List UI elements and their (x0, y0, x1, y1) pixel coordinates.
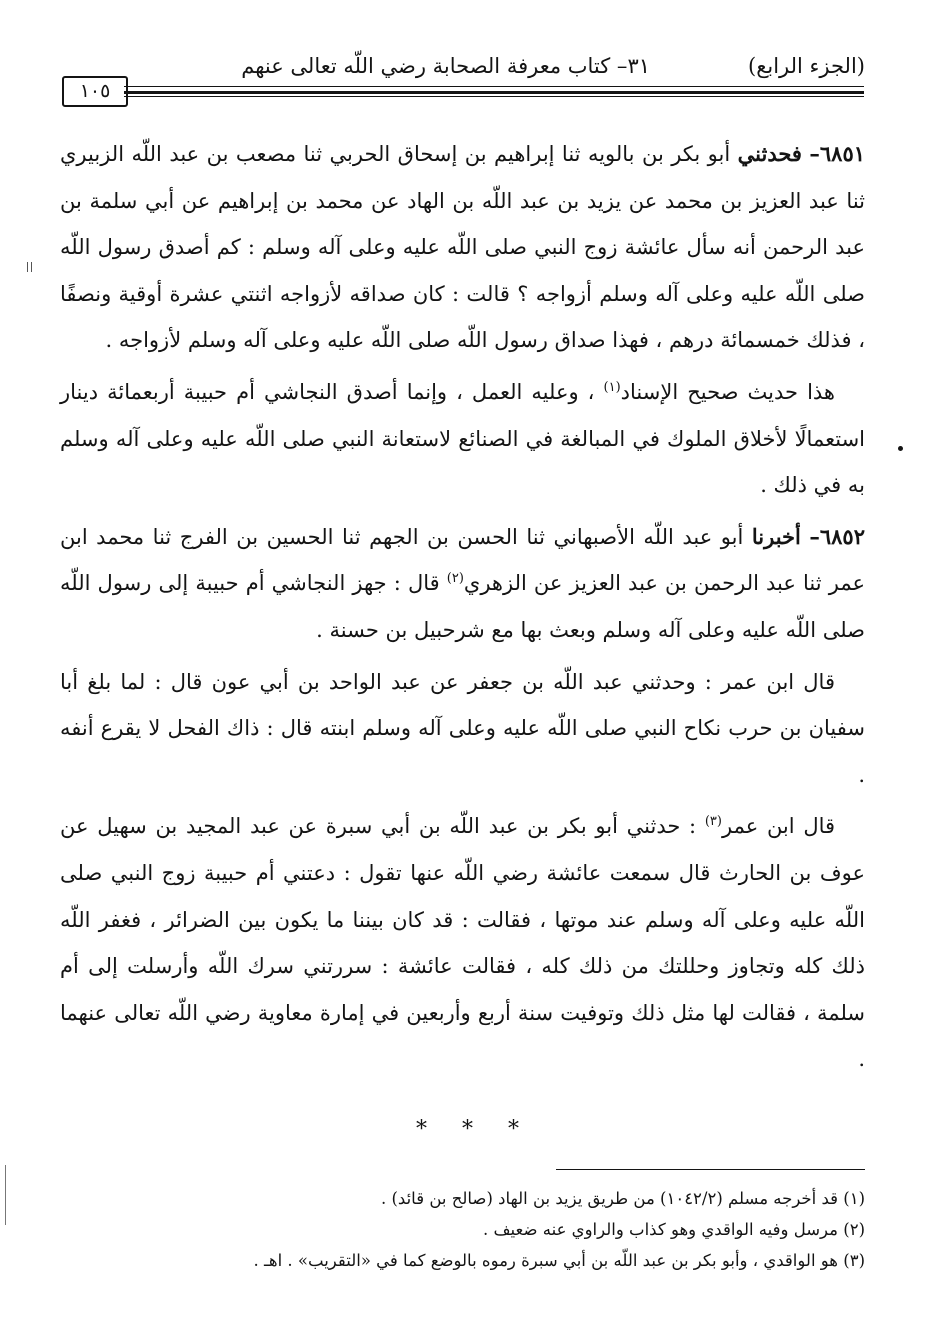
header-rule-thin (124, 96, 864, 97)
narration-paragraph (60, 659, 865, 799)
hadith-text-a: أبو عبد اللّه الأصبهاني ثنا الحسن بن الجهم ثنا الحسين بن الفرج ثنا محمد ابن عمر ثنا عبد الرحمن بن عبد العزيز عن الزهري (60, 524, 865, 596)
hadith-6852 (60, 514, 865, 654)
narration-text-a: قال ابن عمر (721, 814, 836, 839)
scan-dot-artifact (898, 446, 903, 451)
footnote-ref-3[interactable]: (٣) (704, 814, 722, 830)
footnote-1: (١) قد أخرجه مسلم (١٠٤٢/٢) من طريق يزيد بن الهاد (صالح بن قائد) . (380, 1189, 865, 1208)
footnote-ref-1[interactable]: (١) (603, 379, 621, 395)
narration-paragraph-2 (60, 803, 865, 1083)
narration-text: قال ابن عمر : وحدثني عبد اللّه بن جعفر عن عبد الواحد بن أبي عون قال : لما بلغ أبا سفيان بن حرب نكاح النبي صلى اللّه عليه وعلى آله وسلم ابنته قال : ذاك الفحل لا يقرع أنفه . (60, 669, 865, 787)
hadith-lead-word: فحدثني (737, 141, 802, 166)
main-text (60, 131, 865, 1083)
footnotes (60, 1183, 865, 1276)
footnote-ref-2[interactable]: (٢) (446, 571, 464, 587)
hadith-lead-word: أخبرنا (751, 523, 801, 549)
hadith-text: أبو بكر بن بالويه ثنا إبراهيم بن إسحاق الحربي ثنا مصعب بن عبد اللّه الزبيري ثنا عبد العزيز بن محمد عن يزيد بن عبد اللّه بن الهاد عن محمد بن إبراهيم عن أبي سلمة بن عبد الرحمن أنه سأل عائشة زوج النبي صلى اللّه عليه وعلى آله وسلم : كم أصدق رسول اللّه صلى اللّه عليه وعلى آله وسلم أزواجه ؟ قالت : كان صداقه لأزواجه اثنتي عشرة أوقية ونصفًا ، فذلك خمسمائة درهم ، فهذا صداق رسول اللّه صلى اللّه عليه وعلى آله وسلم لأزواجه . (60, 142, 865, 353)
commentary-text-a: هذا حديث صحيح الإسناد (620, 379, 835, 404)
scan-mark-artifact (27, 262, 32, 272)
hadith-6851 (60, 131, 865, 364)
footnote-rule (556, 1169, 865, 1170)
commentary-paragraph (60, 369, 865, 509)
running-header (60, 46, 865, 86)
narration-text-b: : حدثني أبو بكر بن عبد اللّه بن أبي سبرة عن عبد المجيد بن سهيل عن عوف بن الحارث قال سمعت عائشة رضي اللّه عنها تقول : دعتني أم حبيبة زوج النبي صلى اللّه عليه وعلى آله وسلم عند موتها ، فقالت : قد كان بيننا ما يكون بين الضرائر ، فغفر اللّه ذلك كله وتجاوز وحللتك من ذلك كله ، فقالت عائشة : سررتني سرك اللّه وأرسلت إلى أم سلمة ، فقالت لها مثل ذلك وتوفيت سنة أربع وأربعين في إمارة معاوية رضي اللّه تعالى عنهما . (60, 814, 865, 1072)
hadith-text-b: قال : جهز النجاشي أم حبيبة إلى رسول اللّه صلى اللّه عليه وعلى آله وسلم وبعث بها مع شرحبيل بن حسنة . (60, 571, 865, 642)
hadith-number: ٦٨٥١– (809, 141, 866, 166)
footnote-3: (٣) هو الواقدي ، وأبو بكر بن عبد اللّه بن أبي سبرة رموه بالوضع كما في «التقريب» . اهـ . (253, 1251, 865, 1270)
page-number: ١٠٥ (62, 76, 128, 107)
commentary-text-b: ، وعليه العمل ، وإنما أصدق النجاشي أم حبيبة أربعمائة دينار استعمالًا لأخلاق الملوك في المبالغة في الصنائع لاستعانة النبي صلى اللّه عليه وعلى آله وسلم به في ذلك . (60, 379, 865, 498)
chapter-title: ٣١– كتاب معرفة الصحابة رضي اللّه تعالى عنهم (241, 54, 650, 78)
footnote-2: (٢) مرسل وفيه الواقدي وهو كذاب والراوي عنه ضعيف . (482, 1220, 865, 1239)
volume-label: (الجزء الرابع) (748, 54, 865, 78)
hadith-number: ٦٨٥٢– (809, 523, 865, 549)
scan-edge-artifact (5, 1165, 6, 1225)
section-separator: * * * (416, 1117, 533, 1142)
header-rule (124, 86, 864, 94)
